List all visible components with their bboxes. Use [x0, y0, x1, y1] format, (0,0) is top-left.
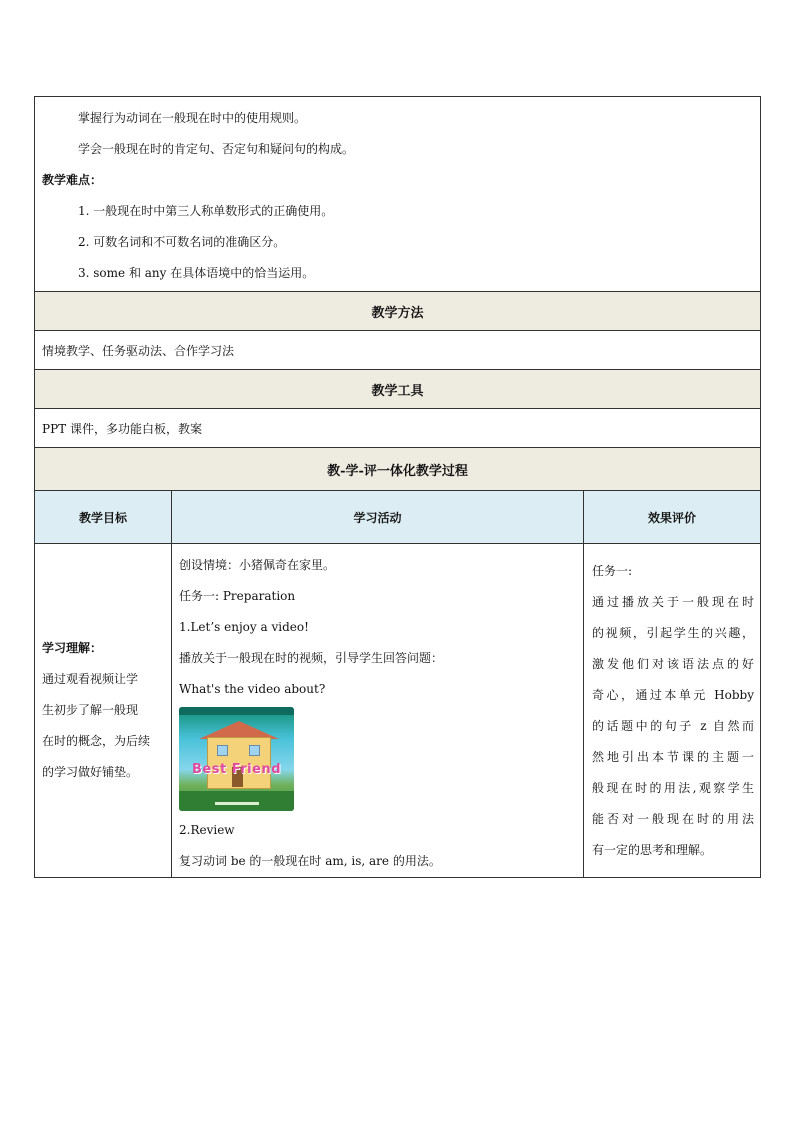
activity-line: What's the video about? — [179, 682, 326, 696]
activity-line: 2.Review — [179, 823, 235, 837]
methods-text: 情境教学、任务驱动法、合作学习法 — [35, 331, 761, 370]
process-heading: 教-学-评一体化教学过程 — [35, 448, 761, 491]
activity-line: 播放关于一般现在时的视频，引导学生回答问题： — [179, 651, 444, 665]
column-header-goal: 教学目标 — [35, 491, 172, 544]
goal-line: 通过观看视频让学 — [42, 672, 139, 686]
evaluation-line: 激发他们对该语法点的好 — [592, 657, 754, 671]
activity-line: 创设情境：小猪佩奇在家里。 — [179, 558, 336, 572]
methods-row — [35, 331, 761, 370]
goal-line: 生初步了解一般现 — [42, 703, 139, 717]
tools-text: PPT 课件，多功能白板，教案 — [35, 409, 761, 448]
evaluation-cell — [584, 544, 761, 878]
difficulty-heading: 教学难点： — [42, 173, 103, 187]
document-page — [34, 96, 760, 878]
evaluation-line: 能否对一般现在时的用法 — [592, 812, 754, 826]
goal-line: 的学习做好铺垫。 — [42, 765, 139, 779]
key-points-row — [35, 97, 761, 292]
goal-title: 学习理解： — [42, 641, 103, 655]
process-column-headers — [35, 491, 761, 544]
goal-line: 在时的概念，为后续 — [42, 734, 151, 748]
difficulty-item-3: 3. some 和 any 在具体语境中的恰当运用。 — [78, 266, 315, 280]
key-points-cell — [35, 97, 761, 292]
video-thumbnail — [179, 707, 294, 811]
evaluation-line: 的话题中的句子 z 自然而 — [592, 719, 754, 733]
evaluation-line: 任务一: — [592, 564, 633, 578]
goal-cell — [35, 544, 172, 878]
evaluation-line: 有一定的思考和理解。 — [592, 843, 713, 857]
evaluation-line: 通过播放关于一般现在时 — [592, 595, 754, 609]
evaluation-line: 的视频，引起学生的兴趣， — [592, 626, 754, 640]
activity-line: 复习动词 be 的一般现在时 am, is, are 的用法。 — [179, 854, 441, 868]
house-window — [249, 745, 260, 756]
thumbnail-title-bar — [179, 707, 294, 715]
activity-cell — [172, 544, 584, 878]
lesson-plan-table — [34, 96, 761, 878]
difficulty-item-1: 1. 一般现在时中第三人称单数形式的正确使用。 — [78, 204, 334, 218]
house-window — [217, 745, 228, 756]
activity-line: 1.Let’s enjoy a video! — [179, 620, 309, 634]
column-header-evaluation: 效果评价 — [584, 491, 761, 544]
tools-heading-row — [35, 370, 761, 409]
thumbnail-caption: Best Friend — [192, 762, 281, 777]
goal-line-2: 学会一般现在时的肯定句、否定句和疑问句的构成。 — [78, 142, 355, 156]
goal-line-1: 掌握行为动词在一般现在时中的使用规则。 — [78, 111, 307, 125]
tools-row — [35, 409, 761, 448]
tools-heading: 教学工具 — [35, 370, 761, 409]
methods-heading: 教学方法 — [35, 292, 761, 331]
column-header-activity: 学习活动 — [172, 491, 584, 544]
methods-heading-row — [35, 292, 761, 331]
process-heading-row — [35, 448, 761, 491]
thumbnail-grass — [179, 791, 294, 811]
process-content-row — [35, 544, 761, 878]
evaluation-line: 然地引出本节课的主题一 — [592, 750, 754, 764]
evaluation-line: 般现在时的用法,观察学生 — [592, 781, 754, 795]
activity-line: 任务一: Preparation — [179, 589, 296, 603]
thumbnail-subtitle-bar — [215, 802, 259, 805]
evaluation-line: 奇心，通过本单元 Hobby — [592, 688, 754, 702]
difficulty-item-2: 2. 可数名词和不可数名词的准确区分。 — [78, 235, 286, 249]
